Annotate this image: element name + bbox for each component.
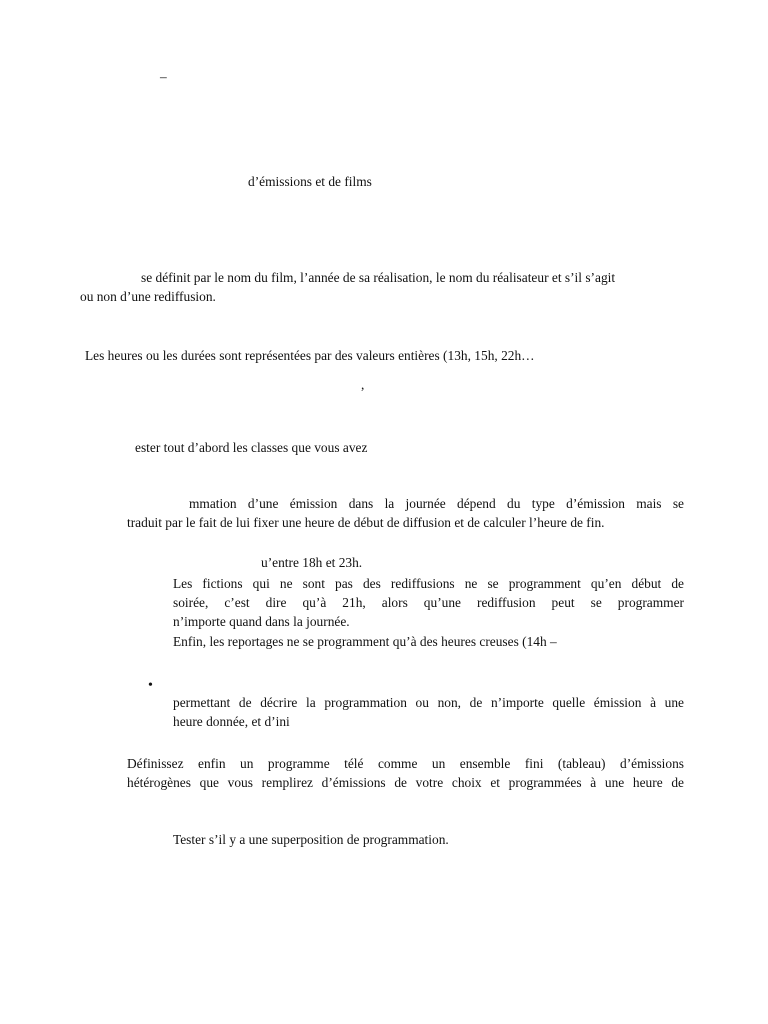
- overlap-test-text: Tester s’il y a une superposition de programmation.: [173, 832, 449, 847]
- bullet-mark: •: [148, 678, 153, 693]
- fictions-line-1: Les fictions qui ne sont pas des rediffusions ne se programment qu’en début de: [173, 576, 684, 591]
- programming-line-1: mmation d’une émission dans la journée dépend du type d’émission mais se: [189, 496, 684, 511]
- hours-note: Les heures ou les durées sont représentées par des valeurs entières (13h, 15h, 22h…: [85, 348, 535, 363]
- program-definition-line-1: Définissez enfin un programme télé comme un ensemble fini (tableau) d’émissions: [127, 756, 684, 771]
- film-definition-line-2: ou non d’une rediffusion.: [80, 289, 216, 304]
- section-subtitle: d’émissions et de films: [248, 174, 372, 189]
- stray-comma: ,: [361, 377, 365, 392]
- describe-line-1: permettant de décrire la programmation ou non, de n’importe quelle émission à une: [173, 695, 684, 710]
- fictions-line-3: n’importe quand dans la journée.: [173, 614, 350, 629]
- reports-text: Enfin, les reportages ne se programment qu’à des heures creuses (14h –: [173, 634, 557, 649]
- programming-line-2: traduit par le fait de lui fixer une heure de début de diffusion et de calculer l’heure de fin.: [127, 515, 605, 530]
- test-classes-text: ester tout d’abord les classes que vous avez: [135, 440, 368, 455]
- describe-line-2: heure donnée, et d’ini: [173, 714, 290, 729]
- program-definition-line-2: hétérogènes que vous remplirez d’émissions de votre choix et programmées à une heure de: [127, 775, 684, 790]
- evening-slot-text: u’entre 18h et 23h.: [261, 555, 363, 570]
- fictions-line-2: soirée, c’est dire qu’à 21h, alors qu’une rediffusion peut se programmer: [173, 595, 684, 610]
- dash-mark: –: [160, 69, 167, 84]
- film-definition-line-1: se définit par le nom du film, l’année de sa réalisation, le nom du réalisateur et s’il s’agit: [141, 270, 616, 285]
